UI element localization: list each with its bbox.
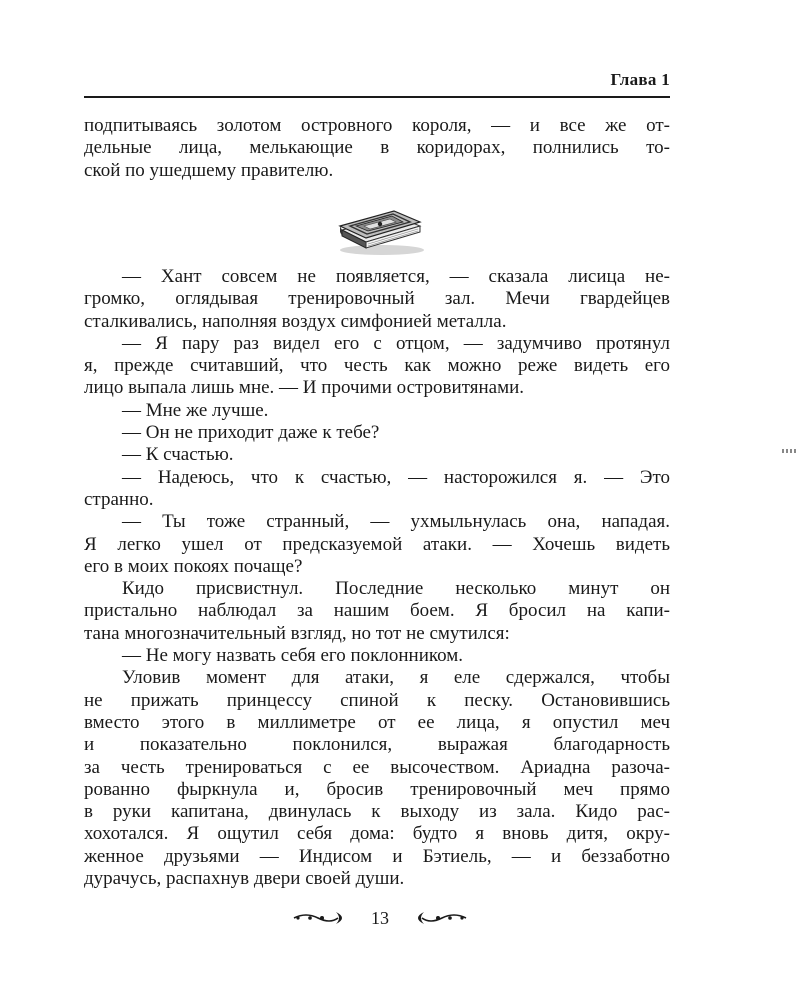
text-line: — Ты тоже странный, — ухмыльнулась она, нападая.: [122, 511, 670, 533]
text-line: за честь тренироваться с ее высочеством. Ариадна разоча-: [84, 756, 670, 778]
text-line: не прижать принцессу спиной к песку. Остановившись: [84, 689, 670, 711]
text-line: дурачусь, распахнув двери своей души.: [84, 868, 405, 890]
text-line: Я легко ушел от предсказуемой атаки. — Хочешь видеть: [84, 533, 670, 555]
text-line: сталкивались, наполняя воздух симфонией металла.: [84, 310, 507, 332]
text-line: — Надеюсь, что к счастью, — насторожился я. — Это: [122, 466, 670, 488]
text-line: тана многозначительный взгляд, но тот не смутился:: [84, 622, 510, 644]
right-flourish-icon: [408, 910, 468, 926]
text-line: дельные лица, мелькающие в коридорах, полнились то-: [84, 137, 670, 159]
text-line: я, прежде считавший, что честь как можно реже видеть его: [84, 355, 670, 377]
text-line: — К счастью.: [122, 444, 234, 466]
edge-marker-icon: [780, 448, 800, 454]
book-ornament-icon: [330, 200, 430, 258]
text-line: хохотался. Я ощутил себя дома: будто я вновь дитя, окру-: [84, 823, 670, 845]
text-line: лицо выпала лишь мне. — И прочими островитянами.: [84, 377, 525, 399]
text-line: — Не могу назвать себя его поклонником.: [122, 645, 464, 667]
text-line: пристально наблюдал за нашим боем. Я бросил на капи-: [84, 600, 670, 622]
text-line: — Хант совсем не появляется, — сказала лисица не-: [122, 266, 670, 287]
page-number: 13: [371, 908, 389, 928]
page-footer: [290, 906, 470, 930]
text-block-main: [84, 266, 670, 890]
text-block-top: [84, 115, 670, 182]
running-header: Глава 1: [610, 70, 670, 89]
text-line: в руки капитана, двинулась к выходу из зала. Кидо рас-: [84, 801, 670, 823]
text-line: ской по ушедшему правителю.: [84, 159, 334, 181]
text-line: — Мне же лучше.: [122, 399, 269, 421]
text-line: Уловив момент для атаки, я еле сдержался, чтобы: [122, 667, 670, 689]
text-line: — Он не приходит даже к тебе?: [122, 422, 380, 444]
header-rule: [84, 96, 670, 98]
text-line: женное друзьями — Индисом и Бэтиель, — и беззаботно: [84, 845, 670, 867]
text-line: его в моих покоях почаще?: [84, 555, 303, 577]
text-line: Кидо присвистнул. Последние несколько минут он: [122, 578, 670, 600]
text-line: вместо этого в миллиметре от ее лица, я опустил меч: [84, 711, 670, 733]
text-line: — Я пару раз видел его с отцом, — задумчиво протянул: [122, 332, 670, 354]
text-line: рованно фыркнула и, бросив тренировочный меч прямо: [84, 778, 670, 800]
text-line: подпитываясь золотом островного короля, — и все же от-: [84, 115, 670, 136]
text-line: громко, оглядывая тренировочный зал. Мечи гвардейцев: [84, 288, 670, 310]
text-line: странно.: [84, 488, 154, 510]
text-line: и показательно поклонился, выражая благодарность: [84, 734, 670, 756]
